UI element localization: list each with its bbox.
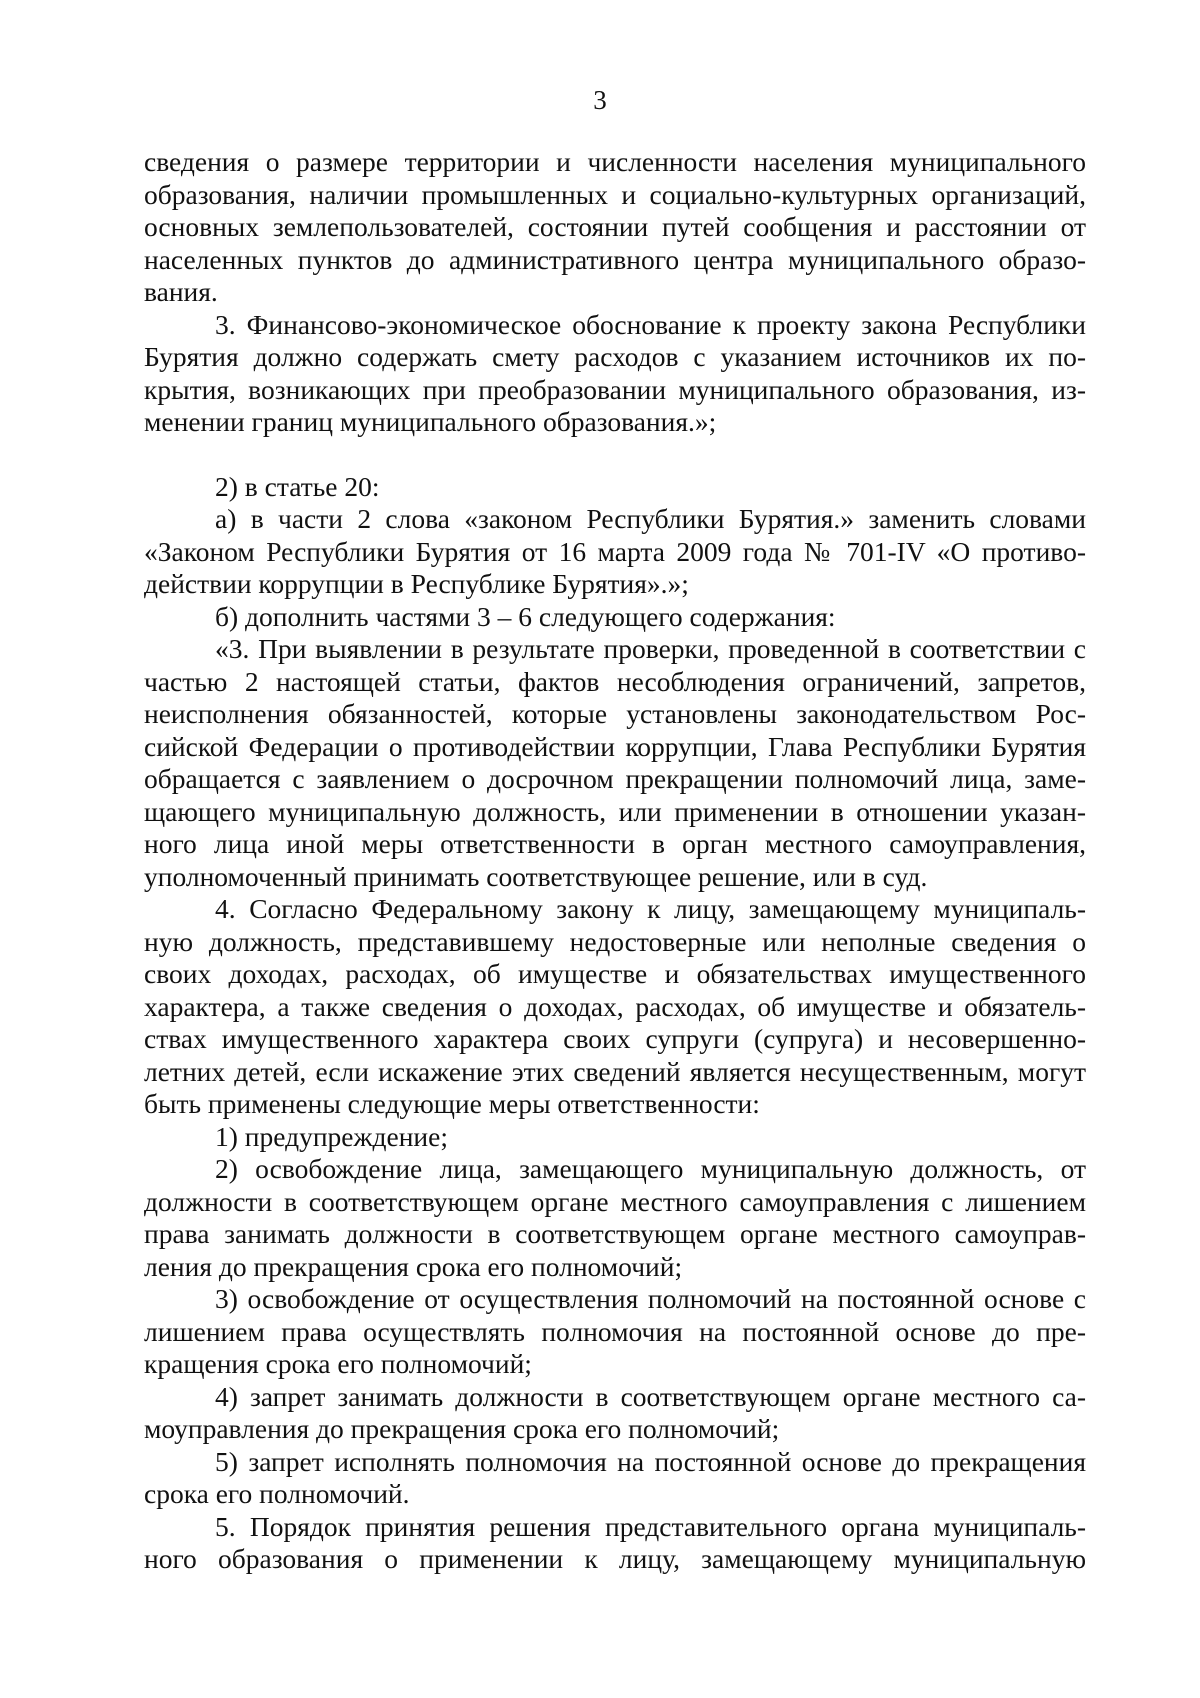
text-line: ного образования о применении к лицу, замещающему муниципальную bbox=[144, 1543, 1086, 1574]
text-line: частью 2 настоящей статьи, фактов несоблюдения ограничений, запретов, bbox=[144, 665, 1086, 697]
text-line: образования, наличии промышленных и социально-культурных организаций, bbox=[144, 178, 1086, 210]
text-line: кращения срока его полномочий; bbox=[144, 1348, 532, 1379]
text-line: б) дополнить частями 3 – 6 следующего содержания: bbox=[215, 600, 836, 632]
text-line: населенных пунктов до административного центра муниципального образо- bbox=[144, 243, 1086, 275]
text-line: сведения о размере территории и численности населения муниципального bbox=[144, 146, 1086, 177]
text-line: ную должность, представившему недостоверные или неполные сведения о bbox=[144, 925, 1086, 957]
text-line: «Законом Республики Бурятия от 16 марта 2009 года № 701-IV «О противо- bbox=[144, 535, 1086, 567]
text-line: 4) запрет занимать должности в соответствующем органе местного са- bbox=[215, 1380, 1086, 1412]
text-line: 1) предупреждение; bbox=[215, 1120, 448, 1152]
text-line: а) в части 2 слова «законом Республики Бурятия.» заменить словами bbox=[215, 503, 1086, 534]
text-line: «3. При выявлении в результате проверки, проведенной в соответствии с bbox=[215, 633, 1086, 664]
text-line: Бурятия должно содержать смету расходов с указанием источников их по- bbox=[144, 341, 1086, 372]
text-line: 3) освобождение от осуществления полномочий на постоянной основе с bbox=[215, 1283, 1086, 1314]
text-line: ления до прекращения срока его полномочий; bbox=[144, 1250, 683, 1282]
text-line: лишением права осуществлять полномочия на постоянной основе до пре- bbox=[144, 1315, 1086, 1347]
text-line: уполномоченный принимать соответствующее решение, или в суд. bbox=[144, 860, 928, 892]
text-line: сийской Федерации о противодействии коррупции, Глава Республики Бурятия bbox=[144, 730, 1086, 762]
text-line: менении границ муниципального образования.»; bbox=[144, 406, 717, 437]
text-line: 4. Согласно Федеральному закону к лицу, замещающему муниципаль- bbox=[215, 893, 1086, 924]
page-number: 3 bbox=[593, 85, 607, 115]
text-line: обращается с заявлением о досрочном прекращении полномочий лица, заме- bbox=[144, 763, 1086, 794]
paragraph-gap bbox=[144, 439, 1086, 471]
text-line: должности в соответствующем органе местного самоуправления с лишением bbox=[144, 1185, 1086, 1217]
text-line: характера, а также сведения о доходах, расходах, об имуществе и обязатель- bbox=[144, 990, 1086, 1022]
text-line: вания. bbox=[144, 276, 218, 307]
text-line: 2) в статье 20: bbox=[215, 470, 380, 502]
text-line: 3. Финансово-экономическое обоснование к проекту закона Республики bbox=[215, 308, 1086, 340]
text-line: 2) освобождение лица, замещающего муниципальную должность, от bbox=[215, 1153, 1086, 1184]
text-line: срока его полномочий. bbox=[144, 1478, 410, 1509]
document-body bbox=[144, 146, 1086, 1576]
text-line: 5) запрет исполнять полномочия на постоянной основе до прекращения bbox=[215, 1445, 1086, 1477]
text-line: своих доходах, расходах, об имуществе и обязательствах имущественного bbox=[144, 958, 1086, 989]
text-line: быть применены следующие меры ответственности: bbox=[144, 1088, 760, 1119]
text-line: моуправления до прекращения срока его полномочий; bbox=[144, 1413, 780, 1444]
text-line: крытия, возникающих при преобразовании муниципального образования, из- bbox=[144, 373, 1086, 405]
text-line: 5. Порядок принятия решения представительного органа муниципаль- bbox=[215, 1510, 1086, 1542]
text-line: щающего муниципальную должность, или применении в отношении указан- bbox=[144, 795, 1086, 827]
text-line: действии коррупции в Республике Бурятия».»; bbox=[144, 568, 689, 599]
text-line: ствах имущественного характера своих супруги (супруга) и несовершенно- bbox=[144, 1023, 1086, 1054]
text-line: права занимать должности в соответствующем органе местного самоуправ- bbox=[144, 1218, 1086, 1249]
text-line: неисполнения обязанностей, которые установлены законодательством Рос- bbox=[144, 698, 1086, 729]
text-line: основных землепользователей, состоянии путей сообщения и расстоянии от bbox=[144, 211, 1086, 242]
text-line: ного лица иной меры ответственности в орган местного самоуправления, bbox=[144, 828, 1086, 859]
text-line: летних детей, если искажение этих сведений является несущественным, могут bbox=[144, 1055, 1086, 1087]
